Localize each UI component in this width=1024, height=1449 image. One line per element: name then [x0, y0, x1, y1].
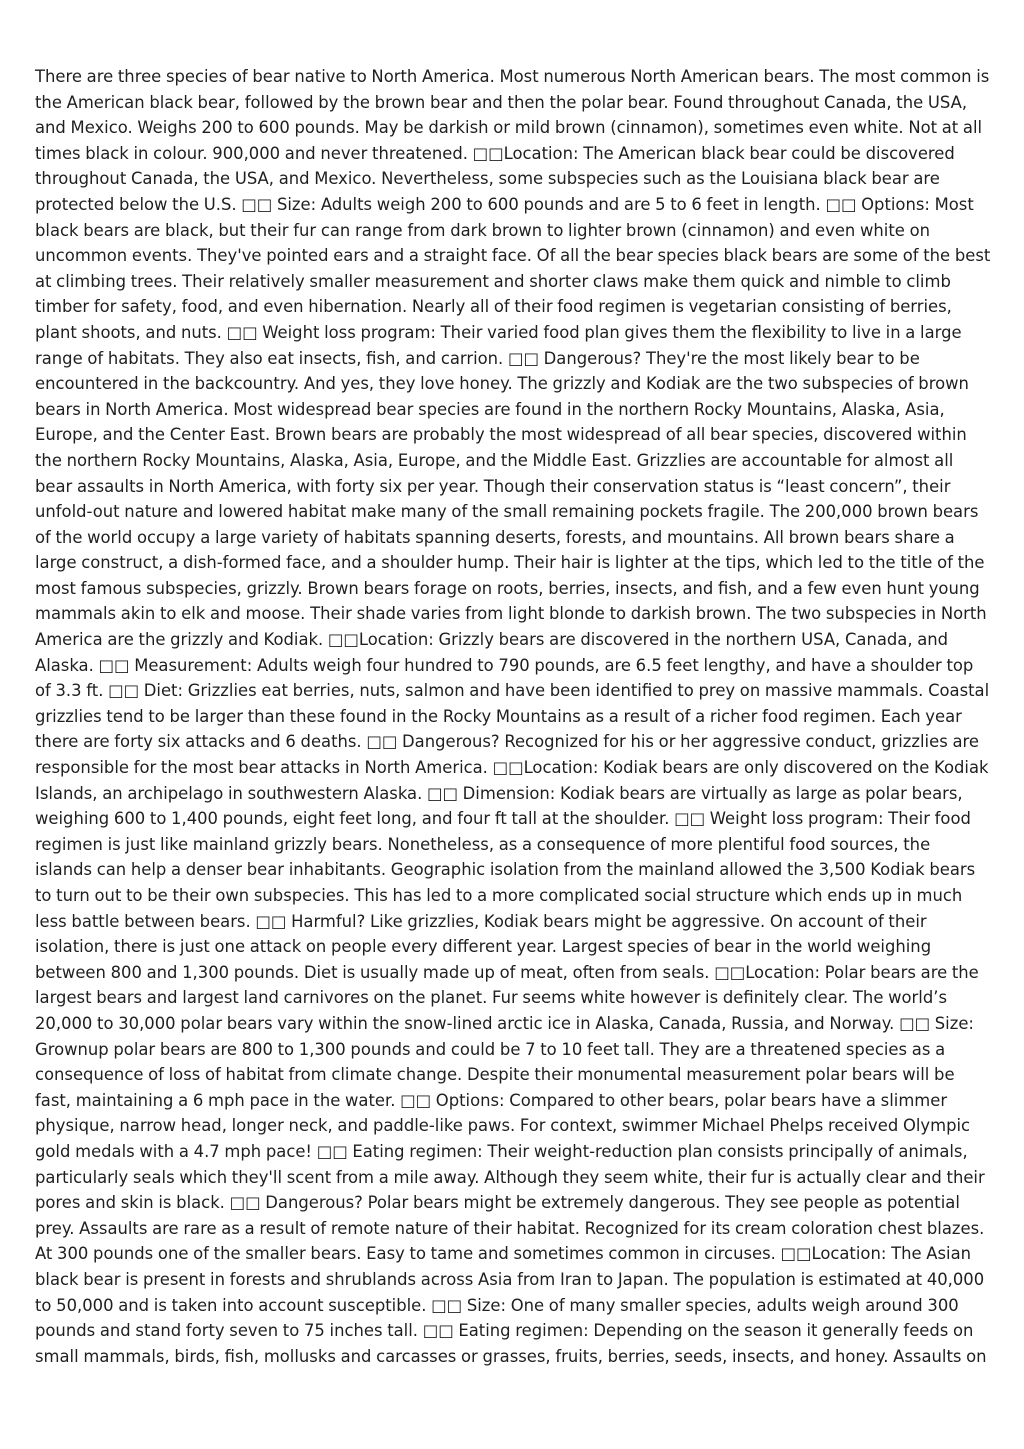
body-paragraph: There are three species of bear native to North America. Most numerous North American bears. The most common is the American black bear, followed by the brown bear and then the polar bear. Found throughout Canada, the USA, and Mexico. Weighs 200 to 600 pounds. May be darkish or mild brown (cinnamon), sometimes even white. Not at all times black in colour. 900,000 and never threatened. □□Location: The American black bear could be discovered throughout Canada, the USA, and Mexico. Nevertheless, some subspecies such as the Louisiana black bear are protected below the U.S. □□ Size: Adults weigh 200 to 600 pounds and are 5 to 6 feet in length. □□ Options: Most black bears are black, but their fur can range from dark brown to lighter brown (cinnamon) and even white on uncommon events. They've pointed ears and a straight face. Of all the bear species black bears are some of the best at climbing trees. Their relatively smaller measurement and shorter claws make them quick and nimble to climb timber for safety, food, and even hibernation. Nearly all of their food regimen is vegetarian consisting of berries, plant shoots, and nuts. □□ Weight loss program: Their varied food plan gives them the flexibility to live in a large range of habitats. They also eat insects, fish, and carrion. □□ Dangerous? They're the most likely bear to be encountered in the backcountry. And yes, they love honey. The grizzly and Kodiak are the two subspecies of brown bears in North America. Most widespread bear species are found in the northern Rocky Mountains, Alaska, Asia, Europe, and the Center East. Brown bears are probably the most widespread of all bear species, discovered within the northern Rocky Mountains, Alaska, Asia, Europe, and the Middle East. Grizzlies are accountable for almost all bear assaults in North America, with forty six per year. Though their conservation status is “least concern”, their unfold-out nature and lowered habitat make many of the small remaining pockets fragile. The 200,000 brown bears of the world occupy a large variety of habitats spanning deserts, forests, and mountains. All brown bears share a large construct, a dish-formed face, and a shoulder hump. Their hair is lighter at the tips, which led to the title of the most famous subspecies, grizzly. Brown bears forage on roots, berries, insects, and fish, and a few even hunt young mammals akin to elk and moose. Their shade varies from light blonde to darkish brown. The two subspecies in North America are the grizzly and Kodiak. □□Location: Grizzly bears are discovered in the northern USA, Canada, and Alaska. □□ Measurement: Adults weigh four hundred to 790 pounds, are 6.5 feet lengthy, and have a shoulder top of 3.3 ft. □□ Diet: Grizzlies eat berries, nuts, salmon and have been identified to prey on massive mammals. Coastal grizzlies tend to be larger than these found in the Rocky Mountains as a result of a richer food regimen. Each year there are forty six attacks and 6 deaths. □□ Dangerous? Recognized for his or her aggressive conduct, grizzlies are responsible for the most bear attacks in North America. □□Location: Kodiak bears are only discovered on the Kodiak Islands, an archipelago in southwestern Alaska. □□ Dimension: Kodiak bears are virtually as large as polar bears, weighing 600 to 1,400 pounds, eight feet long, and four ft tall at the shoulder. □□ Weight loss program: Their food regimen is just like mainland grizzly bears. Nonetheless, as a consequence of more plentiful food sources, the islands can help a denser bear inhabitants. Geographic isolation from the mainland allowed the 3,500 Kodiak bears to turn out to be their own subspecies. This has led to a more complicated social structure which ends up in much less battle between bears. □□ Harmful? Like grizzlies, Kodiak bears might be aggressive. On account of their isolation, there is just one attack on people every different year. Largest species of bear in the world weighing between 800 and 1,300 pounds. Diet is usually made up of meat, often from seals. □□Location: Polar bears are the largest bears and largest land carnivores on the planet. Fur seems white however is definitely clear. The world’s 20,000 to 30,000 polar bears vary within the snow-lined arctic ice in Alaska, Canada, Russia, and Norway. □□ Size: Grownup polar bears are 800 to 1,300 pounds and could be 7 to 10 feet tall. They are a threatened species as a consequence of loss of habitat from climate change. Despite their monumental measurement polar bears will be fast, maintaining a 6 mph pace in the water. □□ Options: Compared to other bears, polar bears have a slimmer physique, narrow head, longer neck, and paddle-like paws. For context, swimmer Michael Phelps received Olympic gold medals with a 4.7 mph pace! □□ Eating regimen: Their weight-reduction plan consists principally of animals, particularly seals which they'll scent from a mile away. Although they seem white, their fur is actually clear and their pores and skin is black. □□ Dangerous? Polar bears might be extremely dangerous. They see people as potential prey. Assaults are rare as a result of remote nature of their habitat. Recognized for its cream coloration chest blazes. At 300 pounds one of the smaller bears. Easy to tame and sometimes common in circuses. □□Location: The Asian black bear is present in forests and shrublands across Asia from Iran to Japan. The population is estimated at 40,000 to 50,000 and is taken into account susceptible. □□ Size: One of many smaller species, adults weigh around 300 pounds and stand forty seven to 75 inches tall. □□ Eating regimen: Depending on the season it generally feeds on small mammals, birds, fish, mollusks and carcasses or grasses, fruits, berries, seeds, insects, and honey. Assaults on	[35, 67, 991, 1366]
document-page	[35, 64, 991, 1369]
